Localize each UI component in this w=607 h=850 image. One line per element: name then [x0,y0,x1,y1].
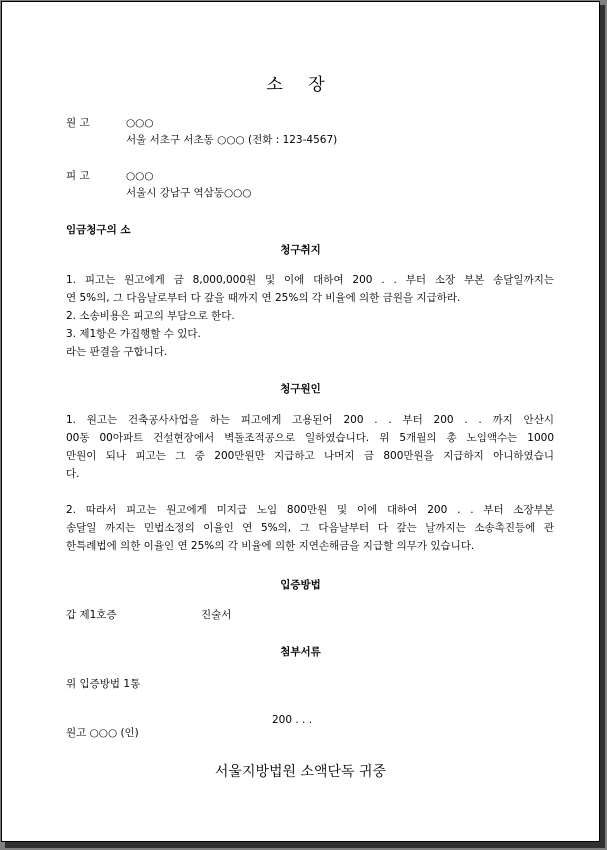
cause-line: 송달일 까지는 민법소정의 이율인 연 5%의, 그 다음날부터 다 갚는 날까지는 소송촉진등에 관 [66,522,554,534]
cause-line: 다. [66,468,80,480]
plaintiff-name: ○○○ [126,117,154,129]
defendant-address: 서울시 강남구 역삼동○○○ [126,187,252,199]
court-name: 서울지방법원 소액단독 귀중 [214,764,387,780]
cause-line: 한특례법에 의한 이율인 연 25%의 각 비율에 의한 지연손해금을 지급할 의무가 있습니다. [66,540,475,552]
claim-line: 2. 소송비용은 피고의 부담으로 한다. [66,310,235,322]
claim-line: 3. 제1항은 가집행할 수 있다. [66,328,201,340]
document-title: 소 장 [266,75,335,95]
claim-line: 연 5%의, 그 다음날로부터 다 갚을 때까지 연 25%의 각 비율에 의한 금원을 지급하라. [66,292,461,304]
evidence-heading: 입증방법 [280,579,321,591]
evidence-item-value: 진술서 [201,609,232,621]
cause-heading: 청구원인 [280,383,321,395]
claim-line: 라는 판결을 구합니다. [66,346,168,358]
page-shadow-right [600,5,605,845]
page-shadow-bottom [5,842,605,848]
cause-line: 00동 00아파트 건설현장에서 벽돌조적공으로 일하였습니다. 위 5개월의 총 노임액수는 1000 [66,432,554,444]
evidence-item-label: 갑 제1호증 [66,609,117,621]
document-page [1,1,600,842]
plaintiff-label: 원 고 [66,117,90,129]
case-title: 임금청구의 소 [66,224,131,236]
claim-heading: 청구취지 [280,244,321,256]
defendant-name: ○○○ [126,170,154,182]
attachment-item: 위 입증방법 1통 [66,678,141,690]
cause-line: 1. 원고는 건축공사사업을 하는 피고에게 고용된어 200 . . 부터 200 . . 까지 안산시 [66,414,554,426]
signature-line: 원고 ○○○ (인) [66,727,139,739]
cause-line: 만원이 되나 피고는 그 중 200만원만 지급하고 나머지 금 800만원을 지급하지 아니하였습니 [66,450,554,462]
claim-line: 1. 피고는 원고에게 금 8,000,000원 및 이에 대하여 200 . . 부터 소장 부본 송달일까지는 [66,274,554,286]
defendant-label: 피 고 [66,170,90,182]
date-line: 200 . . . [272,714,313,726]
plaintiff-address: 서울 서초구 서초동 ○○○ (전화 : 123-4567) [126,134,338,146]
cause-line: 2. 따라서 피고는 원고에게 미지급 노임 800만원 및 이에 대하여 200 . . 부터 소장부본 [66,504,554,516]
attachment-heading: 첨부서류 [280,646,321,658]
